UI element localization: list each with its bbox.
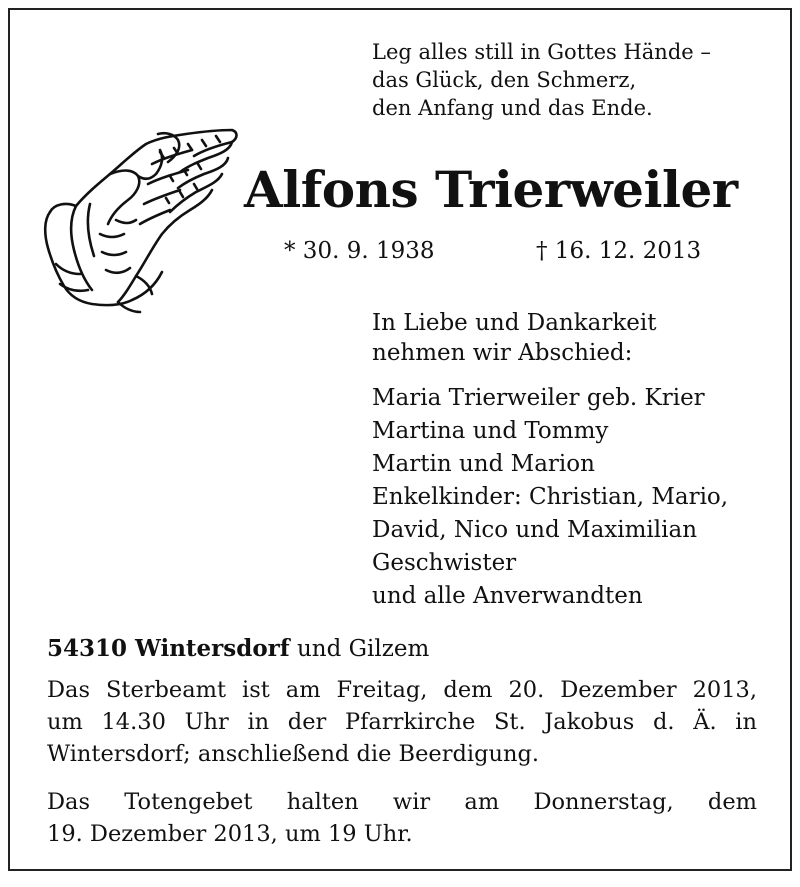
prayer-service-text (47, 786, 757, 850)
birth-date: * 30. 9. 1938 (284, 238, 435, 264)
verse (372, 38, 711, 122)
location-place: 54310 Wintersdorf (47, 635, 290, 662)
service-line: Das Sterbeamt ist am Freitag, dem 20. Dezember 2013, (47, 677, 757, 703)
mourner-line: Enkelkinder: Christian, Mario, (372, 484, 729, 510)
verse-line: Leg alles still in Gottes Hände – (372, 40, 711, 64)
praying-hands-icon (40, 124, 250, 324)
mourner-line: Geschwister (372, 550, 517, 576)
prayer-line: 19. Dezember 2013, um 19 Uhr. (47, 821, 413, 847)
verse-line: den Anfang und das Ende. (372, 96, 653, 120)
mourner-line: David, Nico und Maximilian (372, 517, 698, 543)
prayer-line: Das Totengebet halten wir am Donnerstag, dem (47, 789, 757, 815)
location-suffix: und Gilzem (289, 636, 430, 662)
life-dates (284, 236, 702, 266)
verse-line: das Glück, den Schmerz, (372, 68, 637, 92)
mourner-line: Martin und Marion (372, 451, 595, 477)
mourner-line: Martina und Tommy (372, 418, 609, 444)
obituary-notice (8, 8, 792, 871)
mourners-list (372, 382, 728, 613)
service-line: um 14.30 Uhr in der Pfarrkirche St. Jakobus d. Ä. in (47, 709, 757, 735)
funeral-service-text (47, 674, 757, 770)
farewell-text (372, 308, 657, 368)
mourner-line: Maria Trierweiler geb. Krier (372, 385, 705, 411)
farewell-line: nehmen wir Abschied: (372, 340, 633, 366)
death-date: † 16. 12. 2013 (536, 238, 702, 264)
farewell-line: In Liebe und Dankarkeit (372, 310, 657, 336)
mourner-line: und alle Anverwandten (372, 583, 643, 609)
location-line (47, 634, 429, 664)
deceased-name: Alfons Trierweiler (244, 160, 738, 219)
service-line: Wintersdorf; anschließend die Beerdigung. (47, 741, 540, 767)
